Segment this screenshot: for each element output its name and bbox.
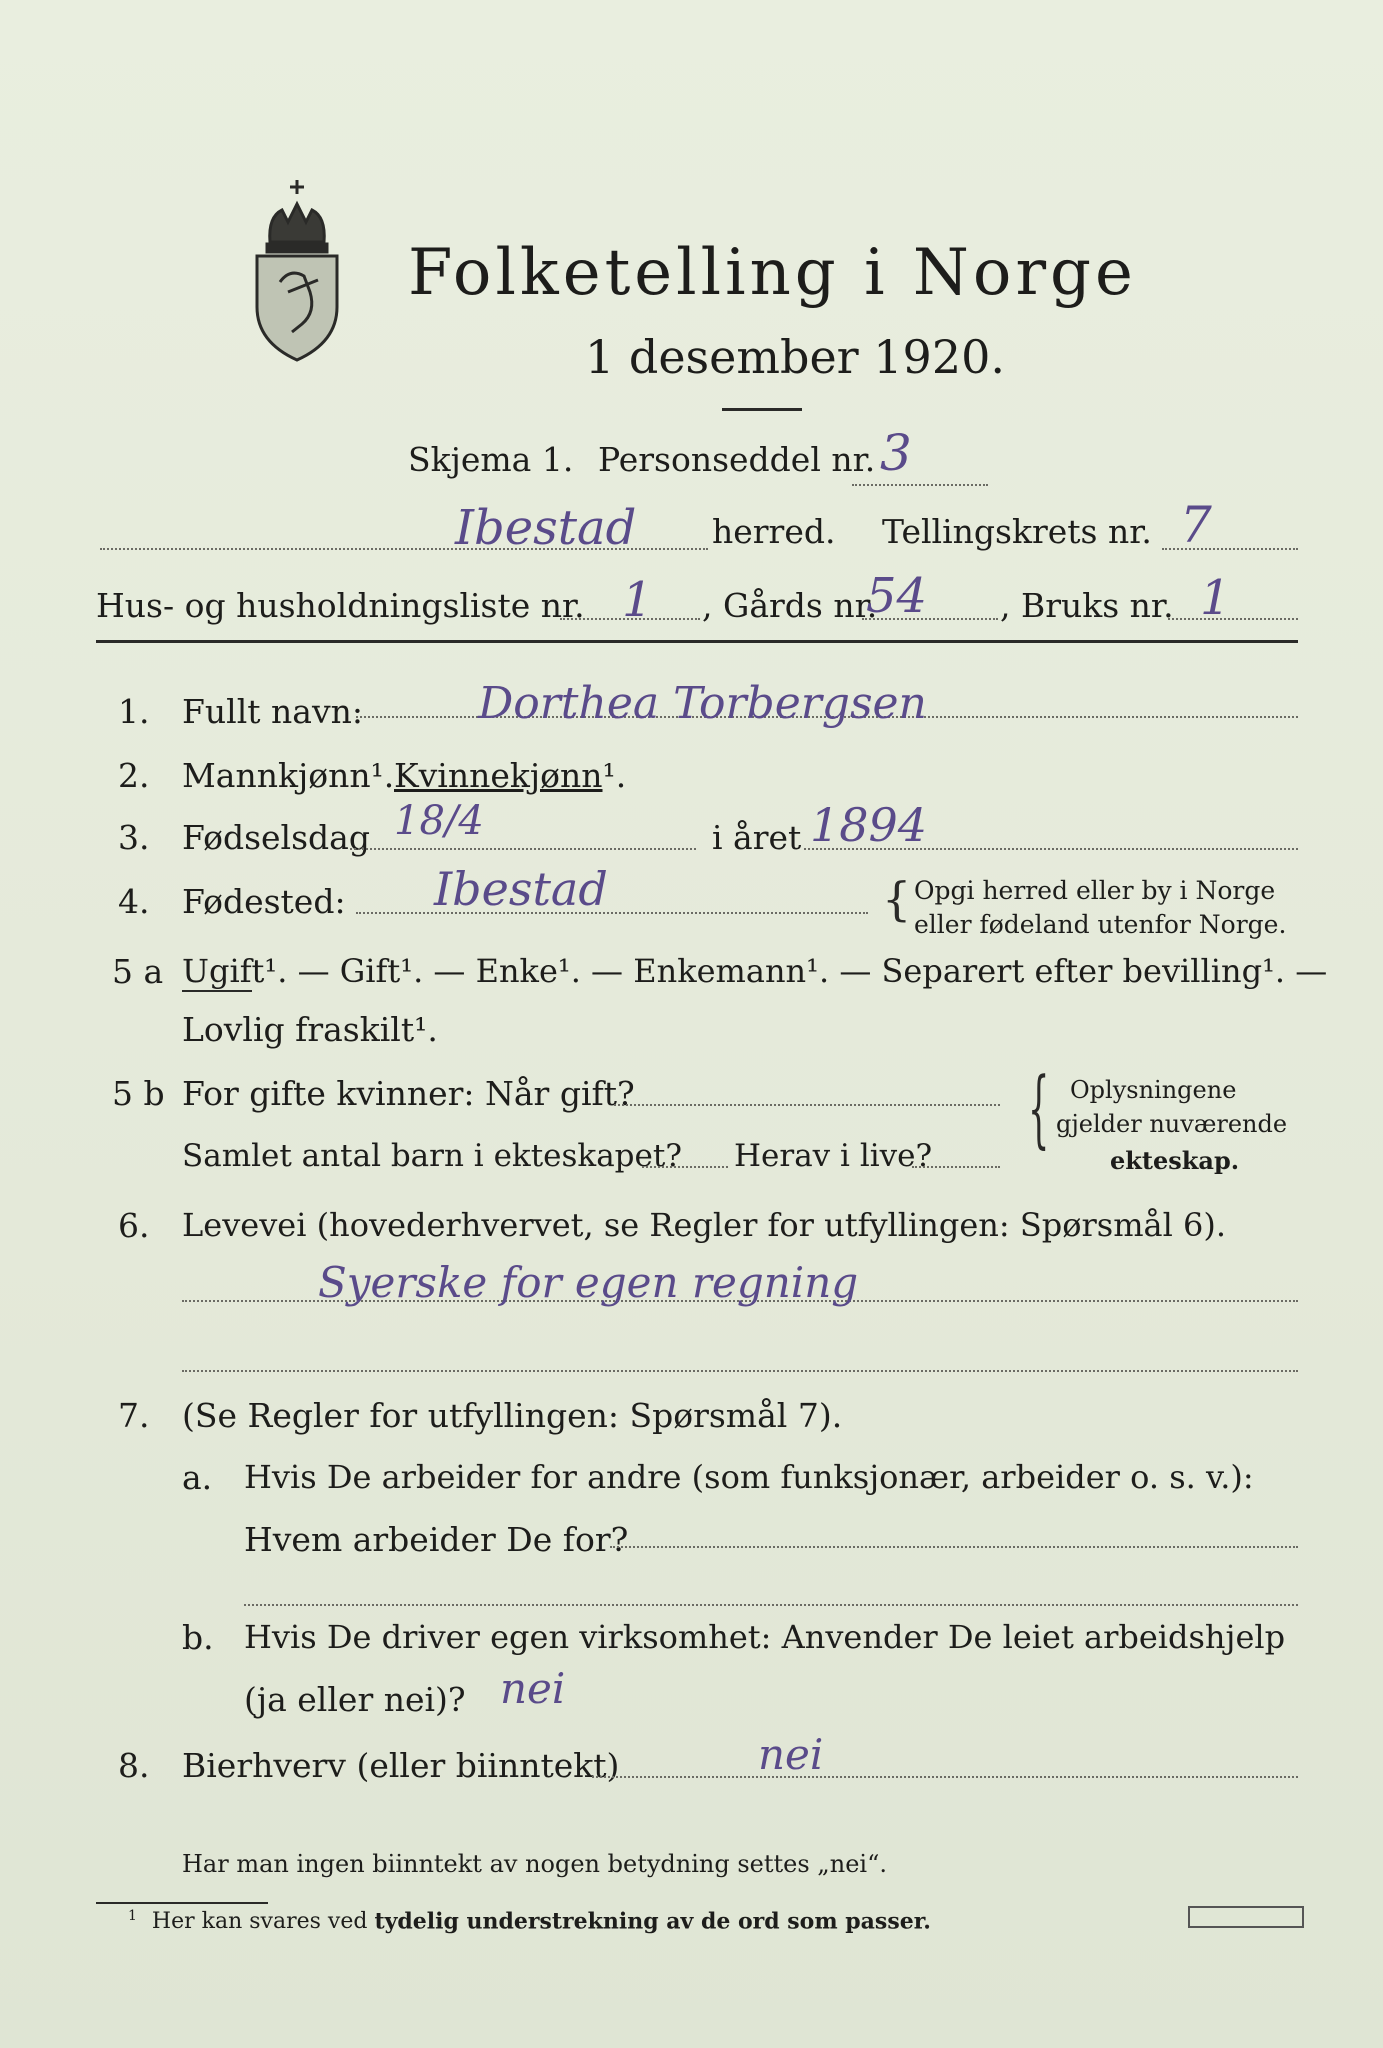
herred-value[interactable]: Ibestad (455, 500, 637, 556)
q6-line-2 (182, 1370, 1298, 1372)
q4-bracket: { (882, 872, 912, 926)
footnote-rule (96, 1902, 268, 1904)
q7a-text: Hvis De arbeider for andre (som funksjonær, arbeider o. s. v.): (244, 1458, 1254, 1496)
footnote-text-a: Her kan svares ved (151, 1909, 368, 1935)
printer-stamp (1188, 1906, 1304, 1928)
q7a-line-2 (244, 1604, 1298, 1606)
q4-line (356, 912, 868, 914)
personseddel-label: Personseddel nr. (598, 440, 876, 479)
q7-number: 7. (118, 1396, 150, 1435)
q5b-note-3: ekteskap. (1110, 1146, 1240, 1175)
q3-label: Fødselsdag (182, 818, 370, 857)
tellingskrets-label: Tellingskrets nr. (882, 512, 1152, 551)
q2-option-kvinnekjonn[interactable]: Kvinnekjønn¹. (394, 756, 627, 795)
footnote (128, 1908, 931, 1934)
q8-label: Bierhverv (eller biinntekt) (182, 1746, 620, 1785)
q7b-text: Hvis De driver egen virksomhet: Anvender De leiet arbeidshjelp (244, 1618, 1286, 1656)
q5b-note-1: Oplysningene (1070, 1076, 1237, 1104)
personseddel-value[interactable]: 3 (880, 424, 912, 482)
q2-option-mannkjonn[interactable]: Mannkjønn¹. (182, 756, 395, 795)
bruks-line (1168, 618, 1298, 620)
gards-label: , Gårds nr. (702, 586, 878, 625)
q7b-text-2: (ja eller nei)? (244, 1680, 466, 1719)
q1-label: Fullt navn: (182, 692, 363, 731)
q5b-alive-line (912, 1166, 1000, 1168)
q5a-options[interactable]: Ugift¹. — Gift¹. — Enke¹. — Enkemann¹. — Separert efter bevilling¹. — (182, 952, 1328, 990)
q7a-text-2: Hvem arbeider De for? (244, 1520, 629, 1559)
bruks-value[interactable]: 1 (1200, 570, 1231, 626)
q3-year-label: i året (712, 818, 802, 857)
gards-value[interactable]: 54 (866, 568, 928, 624)
personseddel-line (852, 484, 988, 486)
q4-note-1: Opgi herred eller by i Norge (914, 876, 1276, 905)
q5b-number: 5 b (112, 1074, 165, 1113)
bruks-label: , Bruks nr. (1000, 586, 1174, 625)
q3-value[interactable]: 18/4 (394, 798, 484, 844)
husholdning-value[interactable]: 1 (622, 572, 653, 628)
header-rule (96, 640, 1298, 643)
q3-number: 3. (118, 818, 150, 857)
census-date: 1 desember 1920. (585, 330, 1005, 384)
q1-value[interactable]: Dorthea Torbergsen (478, 678, 927, 729)
q5a-options-2[interactable]: Lovlig fraskilt¹. (182, 1010, 438, 1049)
q5b-note-2: gjelder nuværende (1056, 1110, 1288, 1138)
q8-value[interactable]: nei (758, 1730, 824, 1779)
q5b-children-line (642, 1166, 728, 1168)
norway-coat-of-arms-icon (240, 172, 355, 367)
q4-number: 4. (118, 882, 150, 921)
q4-value[interactable]: Ibestad (434, 862, 608, 916)
q5b-married-line (614, 1104, 1000, 1106)
form-title: Folketelling i Norge (408, 236, 1137, 310)
q3-year-value[interactable]: 1894 (810, 798, 928, 852)
q2-number: 2. (118, 756, 150, 795)
q3-line (350, 848, 696, 850)
footnote-mark: 1 (128, 1908, 137, 1924)
q7b-letter: b. (182, 1618, 214, 1657)
tellingskrets-value[interactable]: 7 (1180, 496, 1212, 554)
husholdning-label: Hus- og husholdningsliste nr. (96, 586, 585, 625)
title-divider (722, 408, 802, 411)
q6-number: 6. (118, 1206, 150, 1245)
q5a-ugift-underline (182, 990, 252, 992)
footnote-text-b: tydelig understrekning av de ord som passer. (374, 1908, 931, 1935)
skjema-label: Skjema 1. (408, 440, 574, 479)
q7-label: (Se Regler for utfyllingen: Spørsmål 7). (182, 1396, 843, 1435)
q4-note-2: eller fødeland utenfor Norge. (914, 910, 1287, 939)
q6-value[interactable]: Syerske for egen regning (318, 1258, 859, 1307)
q5b-alive-label: Herav i live? (734, 1138, 933, 1174)
q6-label: Levevei (hovederhvervet, se Regler for utfyllingen: Spørsmål 6). (182, 1206, 1227, 1244)
q8-number: 8. (118, 1746, 150, 1785)
q5b-label: For gifte kvinner: Når gift? (182, 1074, 635, 1113)
q5b-children-label: Samlet antal barn i ekteskapet? (182, 1138, 682, 1174)
q4-label: Fødested: (182, 882, 346, 921)
q5b-bracket: { (1028, 1059, 1050, 1157)
herred-label: herred. (712, 512, 836, 551)
q7b-value[interactable]: nei (500, 1664, 566, 1713)
q5a-number: 5 a (112, 952, 164, 991)
footer-note: Har man ingen biinntekt av nogen betydning settes „nei“. (182, 1850, 887, 1878)
q1-number: 1. (118, 692, 150, 731)
q8-line (592, 1776, 1298, 1778)
q7a-letter: a. (182, 1458, 213, 1497)
q7a-line-1 (610, 1546, 1298, 1548)
